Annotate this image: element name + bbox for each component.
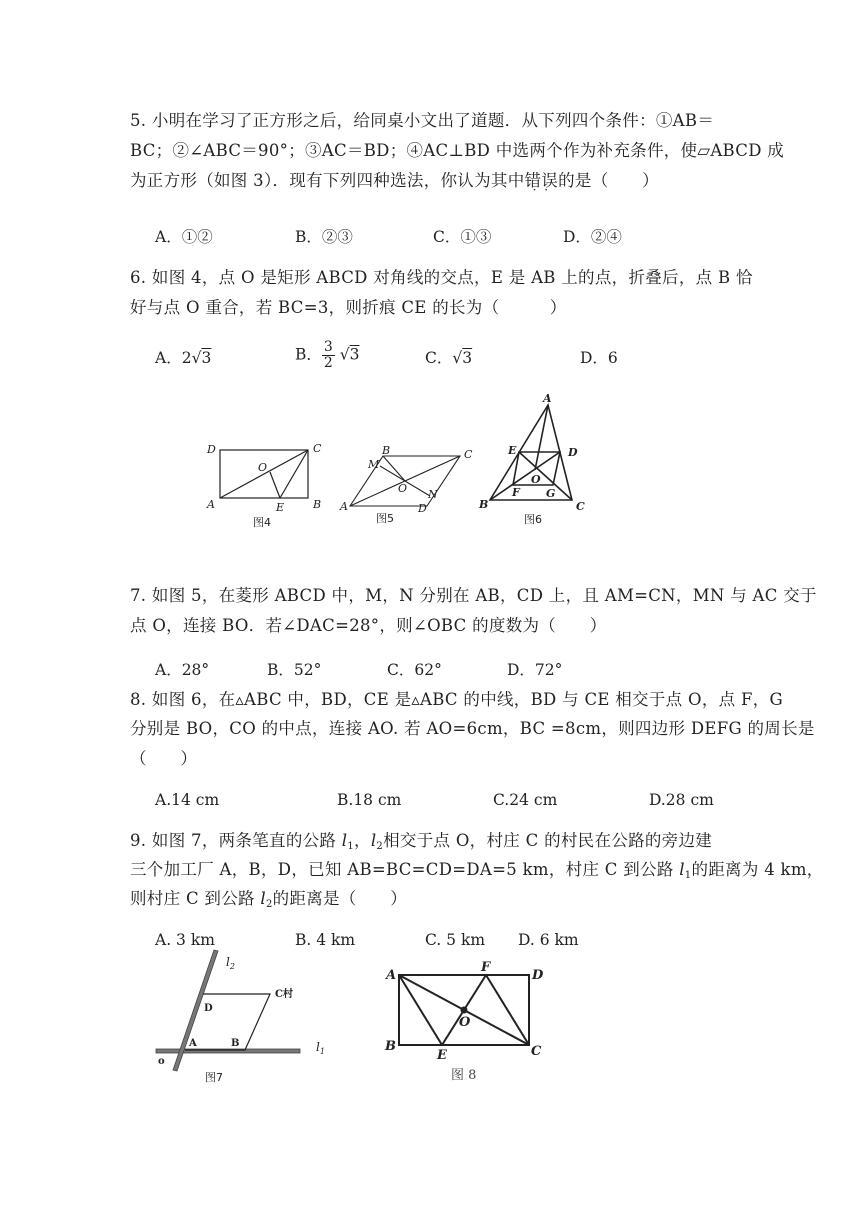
sqrt-symbol: √ — [452, 349, 463, 367]
q9-option-c: C. 5 km — [425, 931, 486, 949]
fig4-label-o: O — [258, 461, 268, 474]
fig8-label-b: B — [385, 1039, 396, 1054]
fig6-label-d: D — [568, 446, 578, 459]
q5-option-c: C．①③ — [433, 228, 492, 246]
fig7-label-d: D — [204, 1003, 213, 1014]
fig5-label-n: N — [428, 488, 438, 501]
q8-option-b: B.18 cm — [337, 791, 402, 809]
q7-option-d: D．72° — [507, 661, 563, 679]
fig4-caption: 图4 — [253, 516, 271, 529]
fig5-label-d: D — [418, 502, 427, 515]
fig7-label-l1: $l_1$ — [316, 1040, 325, 1056]
q5-option-a: A．①② — [155, 228, 213, 246]
fig5-caption: 图5 — [376, 512, 394, 525]
fig7-label-l2: $l_2$ — [226, 955, 235, 971]
fig4-label-d: D — [207, 443, 216, 456]
fig6-label-b: B — [479, 498, 489, 511]
fig6-label-f: F — [512, 486, 520, 499]
road-l1-subscript: 1 — [684, 870, 692, 881]
sqrt-symbol: √ — [191, 349, 202, 367]
q6-option-a-radicand: 3 — [201, 349, 212, 367]
q6-option-b-label: B． — [295, 345, 322, 364]
fig6-label-e: E — [508, 444, 517, 457]
fig7-label-b: B — [231, 1038, 240, 1049]
q5-option-b: B．②③ — [295, 228, 353, 246]
fig8-label-d: D — [532, 968, 544, 983]
road-l2-subscript: 2 — [265, 899, 273, 910]
sqrt-symbol: √ — [339, 345, 350, 364]
road-l2: l — [260, 889, 266, 908]
fig6-label-g: G — [546, 487, 556, 500]
q6-option-c-label: C． — [425, 349, 453, 367]
fig8-label-c: C — [531, 1044, 542, 1059]
q6-option-c-radicand: 3 — [462, 349, 473, 367]
q5-line-3-pre: 为正方形（如图 3）．现有下列四种选法，你认为其中 — [130, 171, 525, 190]
q8-line-3: （ ） — [130, 749, 198, 768]
q6-option-b-radicand: 3 — [349, 345, 360, 364]
q5-option-d: D．②④ — [563, 228, 622, 246]
road-l1-subscript: 1 — [347, 841, 355, 852]
figure-8 — [399, 975, 529, 1045]
fig8-label-a: A — [386, 968, 397, 983]
q9-option-a: A. 3 km — [155, 931, 215, 949]
fraction-numerator: 3 — [323, 339, 333, 355]
fraction-denominator: 2 — [323, 355, 333, 371]
q9-line-1-b: ， — [354, 831, 371, 850]
q9-line-1-c: 相交于点 O，村庄 C 的村民在公路的旁边建 — [383, 831, 713, 850]
q6-line-2: 好与点 O 重合，若 BC=3，则折痕 CE 的长为（ ） — [130, 298, 567, 317]
q8-option-c: C.24 cm — [493, 791, 558, 809]
fig7-label-a: A — [189, 1038, 197, 1049]
fig8-label-e: E — [437, 1048, 447, 1063]
q5-line-3-post: 的是（ ） — [558, 171, 659, 190]
fig5-label-m: M — [368, 458, 380, 471]
q9-option-b: B. 4 km — [295, 931, 356, 949]
fig4-label-a: A — [207, 498, 215, 511]
fig6-label-a: A — [543, 392, 552, 405]
fig6-label-o: O — [531, 473, 541, 486]
fig5-label-c: C — [464, 448, 473, 461]
road-l1: l — [679, 860, 685, 879]
q9-line-3-a: 则村庄 C 到公路 — [130, 889, 261, 908]
fig7-label-o: o — [158, 1056, 165, 1067]
q9-line-2-a: 三个加工厂 A，B，D，已知 AB=BC=CD=DA=5 km，村庄 C 到公路 — [130, 860, 680, 879]
fig8-caption: 图 8 — [451, 1068, 477, 1083]
q8-line-1: 8. 如图 6，在▵ABC 中，BD，CE 是▵ABC 的中线，BD 与 CE 相交于点 O，点 F，G — [130, 690, 784, 709]
q5-line-2: BC；②∠ABC＝90°；③AC＝BD；④AC⊥BD 中选两个作为补充条件，使▱ABCD 成 — [130, 141, 785, 160]
fig4-label-c: C — [313, 442, 322, 455]
fig5-label-b: B — [382, 444, 391, 457]
q6-option-d: D．6 — [580, 349, 618, 367]
road-l2-subscript: 2 — [376, 841, 384, 852]
road-l1: l — [341, 831, 348, 850]
q9-option-d: D. 6 km — [518, 931, 579, 949]
q8-option-a: A.14 cm — [155, 791, 220, 809]
q6-line-1: 6. 如图 4，点 O 是矩形 ABCD 对角线的交点，E 是 AB 上的点，折叠后，点 B 恰 — [130, 268, 753, 287]
fig6-label-c: C — [576, 500, 585, 513]
q5-line-1: 5. 小明在学习了正方形之后，给同桌小文出了道题．从下列四个条件：①AB＝ — [130, 111, 715, 130]
q7-line-1: 7. 如图 5，在菱形 ABCD 中，M，N 分别在 AB，CD 上，且 AM=CN，MN 与 AC 交于 — [130, 586, 817, 605]
figure-7 — [156, 950, 325, 1084]
q7-line-2: 点 O，连接 BO．若∠DAC=28°，则∠OBC 的度数为（ ） — [130, 616, 607, 635]
fig5-label-a: A — [340, 500, 348, 513]
fig6-caption: 图6 — [524, 513, 542, 526]
q9-line-2-b: 的距离为 4 km， — [691, 860, 824, 879]
q8-line-2: 分别是 BO，CO 的中点，连接 AO. 若 AO=6cm，BC =8cm，则四边形 DEFG 的周长是 — [130, 719, 815, 738]
q5-emphasis: 错误 · · — [525, 170, 559, 192]
q9-line-1-a: 9. 如图 7，两条笔直的公路 — [130, 831, 342, 850]
q7-option-a: A．28° — [155, 661, 210, 679]
fig5-label-o: O — [398, 482, 408, 495]
q7-option-b: B．52° — [267, 661, 322, 679]
fig7-caption: 图7 — [205, 1071, 223, 1084]
fig8-label-f: F — [481, 960, 491, 975]
fig4-label-b: B — [313, 498, 322, 511]
road-l2: l — [370, 831, 377, 850]
fig4-label-e: E — [276, 501, 285, 514]
q6-option-a-label: A．2 — [155, 349, 192, 367]
fig8-segment-ef — [442, 975, 486, 1045]
q7-option-c: C．62° — [387, 661, 442, 679]
q9-line-3-b: 的距离是（ ） — [272, 889, 408, 908]
fig8-label-o: O — [459, 1015, 471, 1030]
fig7-label-c: C村 — [275, 989, 293, 1000]
q8-option-d: D.28 cm — [649, 791, 714, 809]
